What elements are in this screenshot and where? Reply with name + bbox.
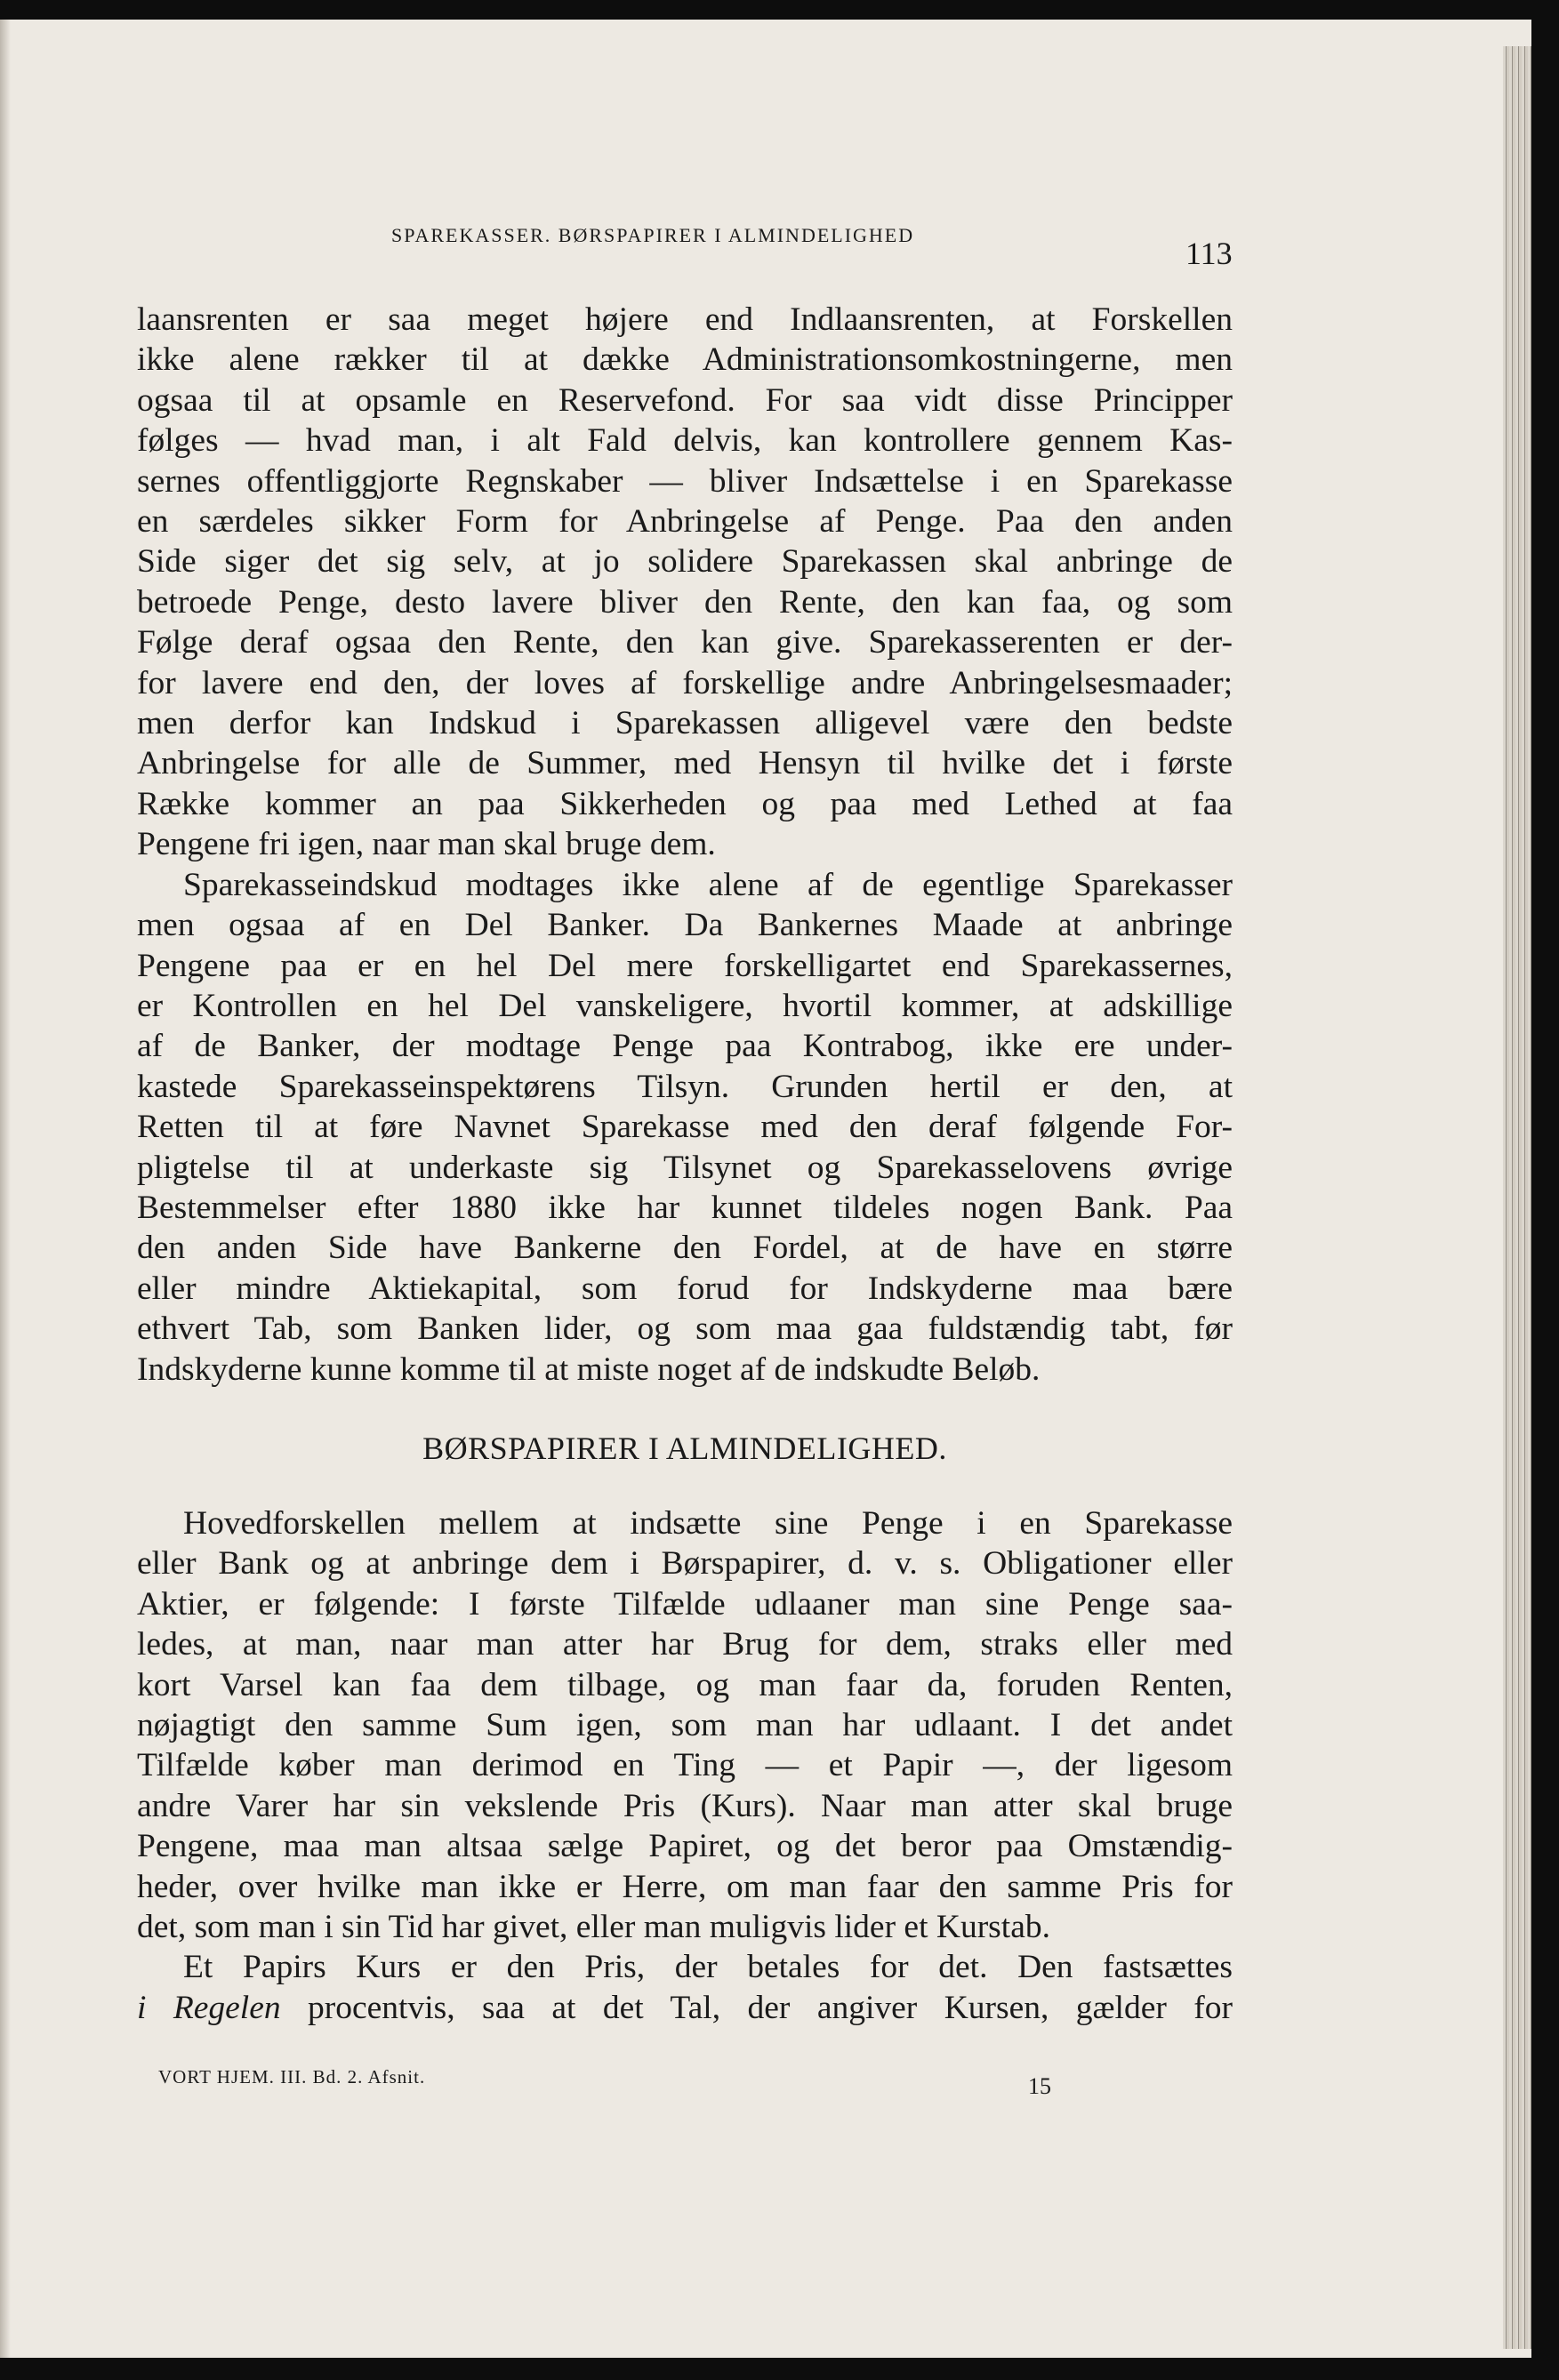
text-line: den anden Side have Bankerne den Fordel, at de have en større — [137, 1230, 1233, 1267]
text-line: for lavere end den, der loves af forskellige andre Anbringelsesmaader; — [137, 664, 1233, 701]
text-line: Pengene fri igen, naar man skal bruge dem. — [137, 826, 716, 863]
text-line: Anbringelse for alle de Summer, med Hensyn til hvilke det i første — [137, 745, 1233, 782]
gutter-shadow — [0, 20, 11, 2358]
text-span: procentvis, saa at det Tal, der angiver Kursen, gælder for — [280, 1989, 1234, 2026]
text-line: ethvert Tab, som Banken lider, og som maa gaa fuldstændig tabt, før — [137, 1310, 1233, 1348]
text-line: andre Varer har sin vekslende Pris (Kurs). Naar man atter skal bruge — [137, 1787, 1233, 1824]
body-text — [137, 300, 1233, 2028]
text-line: nøjagtigt den samme Sum igen, som man har udlaant. I det andet — [137, 1707, 1233, 1743]
text-line: ikke alene rækker til at dække Administrationsomkostningerne, men — [137, 341, 1233, 379]
text-line: men ogsaa af en Del Banker. Da Bankernes Maade at anbringe — [137, 907, 1233, 944]
text-line: sernes offentliggjorte Regnskaber — bliver Indsættelse i en Sparekasse — [137, 462, 1233, 500]
paragraph-1 — [137, 300, 1233, 865]
text-line: betroede Penge, desto lavere bliver den Rente, den kan faa, og som — [137, 583, 1233, 621]
text-line: ogsaa til at opsamle en Reservefond. For saa vidt disse Principper — [137, 381, 1233, 419]
text-line: Aktier, er følgende: I første Tilfælde udlaaner man sine Penge saa- — [137, 1585, 1233, 1623]
text-line: af de Banker, der modtage Penge paa Kontrabog, ikke ere under- — [137, 1028, 1233, 1065]
text-line: er Kontrollen en hel Del vanskeligere, hvortil kommer, at adskillige — [137, 987, 1233, 1024]
text-line: kort Varsel kan faa dem tilbage, og man faar da, foruden Renten, — [137, 1666, 1233, 1703]
text-line: følges — hvad man, i alt Fald delvis, kan kontrollere gennem Kas- — [137, 422, 1233, 460]
paragraph-2 — [137, 865, 1233, 1390]
text-line: Et Papirs Kurs er den Pris, der betales for det. Den fastsættes — [183, 1949, 1233, 1986]
section-heading: BØRSPAPIRER I ALMINDELIGHED. — [422, 1430, 947, 1466]
footer-imprint: VORT HJEM. III. Bd. 2. Afsnit. — [158, 2066, 426, 2088]
text-line — [137, 1988, 1233, 2028]
text-line: det, som man i sin Tid har givet, eller man muligvis lider et Kurstab. — [137, 1909, 1050, 1946]
text-line: kastede Sparekasseinspektørens Tilsyn. Grunden hertil er den, at — [137, 1068, 1233, 1105]
text-line: Følge deraf ogsaa den Rente, den kan give. Sparekasserenten er der- — [137, 624, 1233, 661]
text-line: Række kommer an paa Sikkerheden og paa med Lethed at faa — [137, 785, 1233, 822]
text-line: Pengene, maa man altsaa sælge Papiret, og det beror paa Omstændig- — [137, 1828, 1233, 1865]
signature-mark: 15 — [1028, 2073, 1051, 2099]
italic-phrase: i Regelen — [137, 1989, 281, 2026]
text-line: Bestemmelser efter 1880 ikke har kunnet tildeles nogen Bank. Paa — [137, 1189, 1233, 1226]
text-line: eller Bank og at anbringe dem i Børspapirer, d. v. s. Obligationer eller — [137, 1545, 1233, 1583]
text-line: heder, over hvilke man ikke er Herre, om man faar den samme Pris for — [137, 1868, 1233, 1905]
text-line: ledes, at man, naar man atter har Brug for dem, straks eller med — [137, 1626, 1233, 1663]
text-line: Indskyderne kunne komme til at miste noget af de indskudte Beløb. — [137, 1350, 1041, 1388]
text-line: Pengene paa er en hel Del mere forskelligartet end Sparekassernes, — [137, 947, 1233, 984]
text-line: Retten til at føre Navnet Sparekasse med den deraf følgende For- — [137, 1109, 1233, 1146]
text-line: pligtelse til at underkaste sig Tilsynet og Sparekasselovens øvrige — [137, 1149, 1233, 1186]
text-line: eller mindre Aktiekapital, som forud for Indskyderne maa bære — [137, 1270, 1233, 1307]
text-line: Hovedforskellen mellem at indsætte sine Penge i en Sparekasse — [183, 1504, 1233, 1542]
running-head: SPAREKASSER. BØRSPAPIRER I ALMINDELIGHED — [391, 224, 915, 246]
text-line: laansrenten er saa meget højere end Indlaansrenten, at Forskellen — [137, 301, 1233, 338]
text-line: Side siger det sig selv, at jo solidere Sparekassen skal anbringe de — [137, 543, 1233, 581]
paragraph-4 — [137, 1947, 1233, 2028]
text-line: men derfor kan Indskud i Sparekassen alligevel være den bedste — [137, 705, 1233, 742]
book-page — [0, 20, 1531, 2358]
page-edges — [1503, 46, 1531, 2349]
text-line: Sparekasseindskud modtages ikke alene af de egentlige Sparekasser — [183, 866, 1233, 903]
text-line: en særdeles sikker Form for Anbringelse af Penge. Paa den anden — [137, 503, 1233, 541]
text-line: Tilfælde køber man derimod en Ting — et Papir —, der ligesom — [137, 1747, 1233, 1784]
paragraph-3 — [137, 1503, 1233, 1947]
page-number: 113 — [1185, 236, 1233, 271]
